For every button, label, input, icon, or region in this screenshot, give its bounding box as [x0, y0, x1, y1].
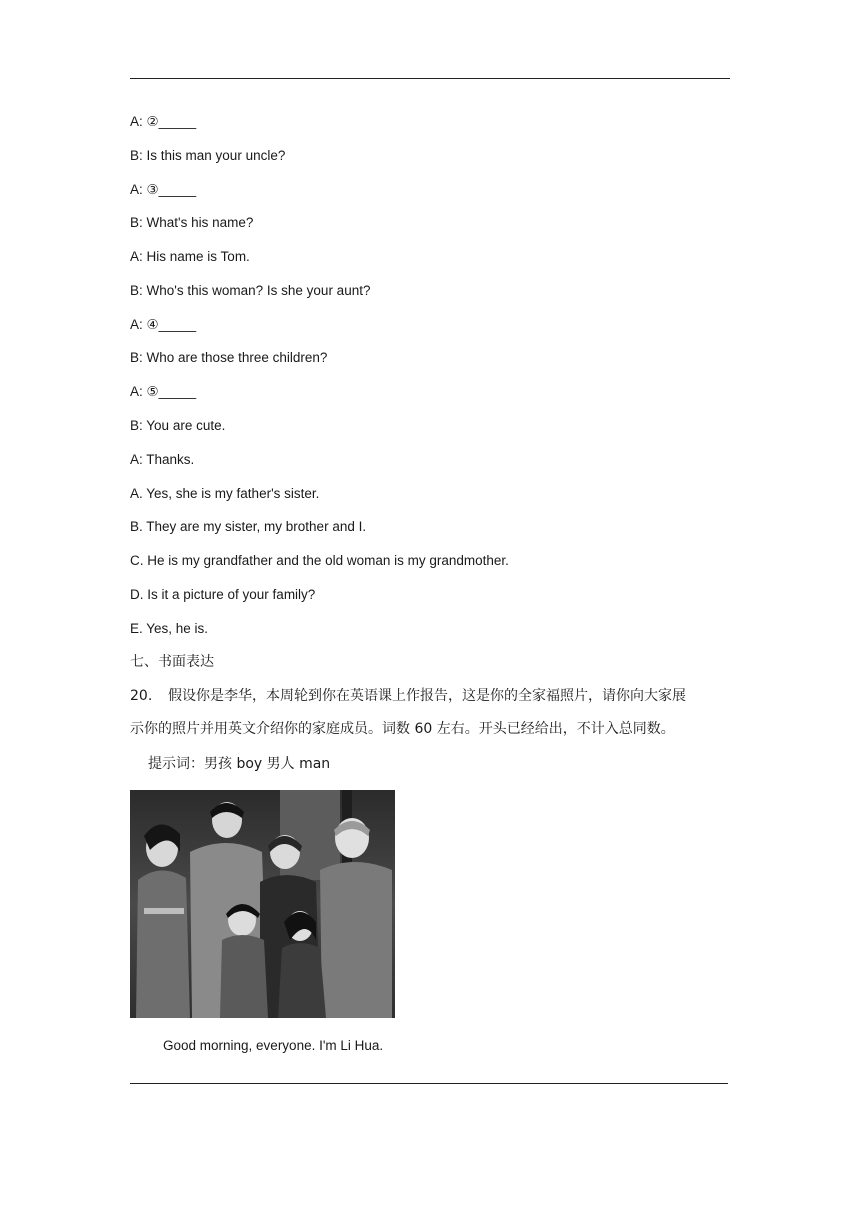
- blank-4: ④_____: [146, 317, 197, 332]
- dialogue-line: [130, 180, 196, 200]
- dialogue-line: [130, 146, 285, 166]
- dialogue-line: [130, 213, 253, 233]
- speaker: B:: [130, 148, 143, 163]
- speaker: B:: [130, 350, 143, 365]
- dialogue-text: You are cute.: [146, 418, 226, 433]
- speaker: A:: [130, 114, 143, 129]
- dialogue-line: [130, 348, 327, 368]
- dialogue-line: [130, 315, 196, 335]
- option-a: A. Yes, she is my father's sister.: [130, 486, 320, 501]
- option-c: C. He is my grandfather and the old woman is my grandmother.: [130, 553, 509, 568]
- dialogue-line: [130, 112, 196, 132]
- speaker: A:: [130, 317, 143, 332]
- speaker: B:: [130, 418, 143, 433]
- answer-line: [130, 1083, 728, 1084]
- hint-words: 提示词：男孩 boy 男人 man: [148, 756, 331, 772]
- speaker: A:: [130, 384, 143, 399]
- dialogue-text: His name is Tom.: [146, 249, 250, 264]
- blank-5: ⑤_____: [146, 384, 197, 399]
- question-prompt-line1: [130, 686, 686, 706]
- speaker: B:: [130, 283, 143, 298]
- question-text: 假设你是李华，本周轮到你在英语课上作报告，这是你的全家福照片，请你向大家展: [168, 688, 686, 704]
- dialogue-line: [130, 281, 370, 301]
- dialogue-line: [130, 450, 194, 470]
- dialogue-line: [130, 247, 250, 267]
- dialogue-line: [130, 382, 196, 402]
- dialogue-text: Who's this woman? Is she your aunt?: [146, 283, 371, 298]
- speaker: B:: [130, 215, 143, 230]
- blank-3: ③_____: [146, 182, 197, 197]
- speaker: A:: [130, 182, 143, 197]
- dialogue-text: What's his name?: [146, 215, 254, 230]
- speaker: A:: [130, 249, 143, 264]
- question-number: 20.: [130, 688, 153, 704]
- dialogue-text: Is this man your uncle?: [146, 148, 286, 163]
- composition-opening: Good morning, everyone. I'm Li Hua.: [163, 1038, 384, 1053]
- option-d: D. Is it a picture of your family?: [130, 587, 316, 602]
- option-b: B. They are my sister, my brother and I.: [130, 519, 367, 534]
- dialogue-line: [130, 416, 225, 436]
- blank-2: ②_____: [146, 114, 197, 129]
- header-rule: [130, 78, 730, 79]
- speaker: A:: [130, 452, 143, 467]
- family-photo: [130, 790, 395, 1018]
- section-title: 七、书面表达: [130, 654, 214, 670]
- option-e: E. Yes, he is.: [130, 621, 209, 636]
- question-prompt-line2: 示你的照片并用英文介绍你的家庭成员。词数 60 左右。开头已经给出，不计入总同数。: [130, 721, 675, 737]
- dialogue-text: Thanks.: [146, 452, 195, 467]
- dialogue-text: Who are those three children?: [146, 350, 328, 365]
